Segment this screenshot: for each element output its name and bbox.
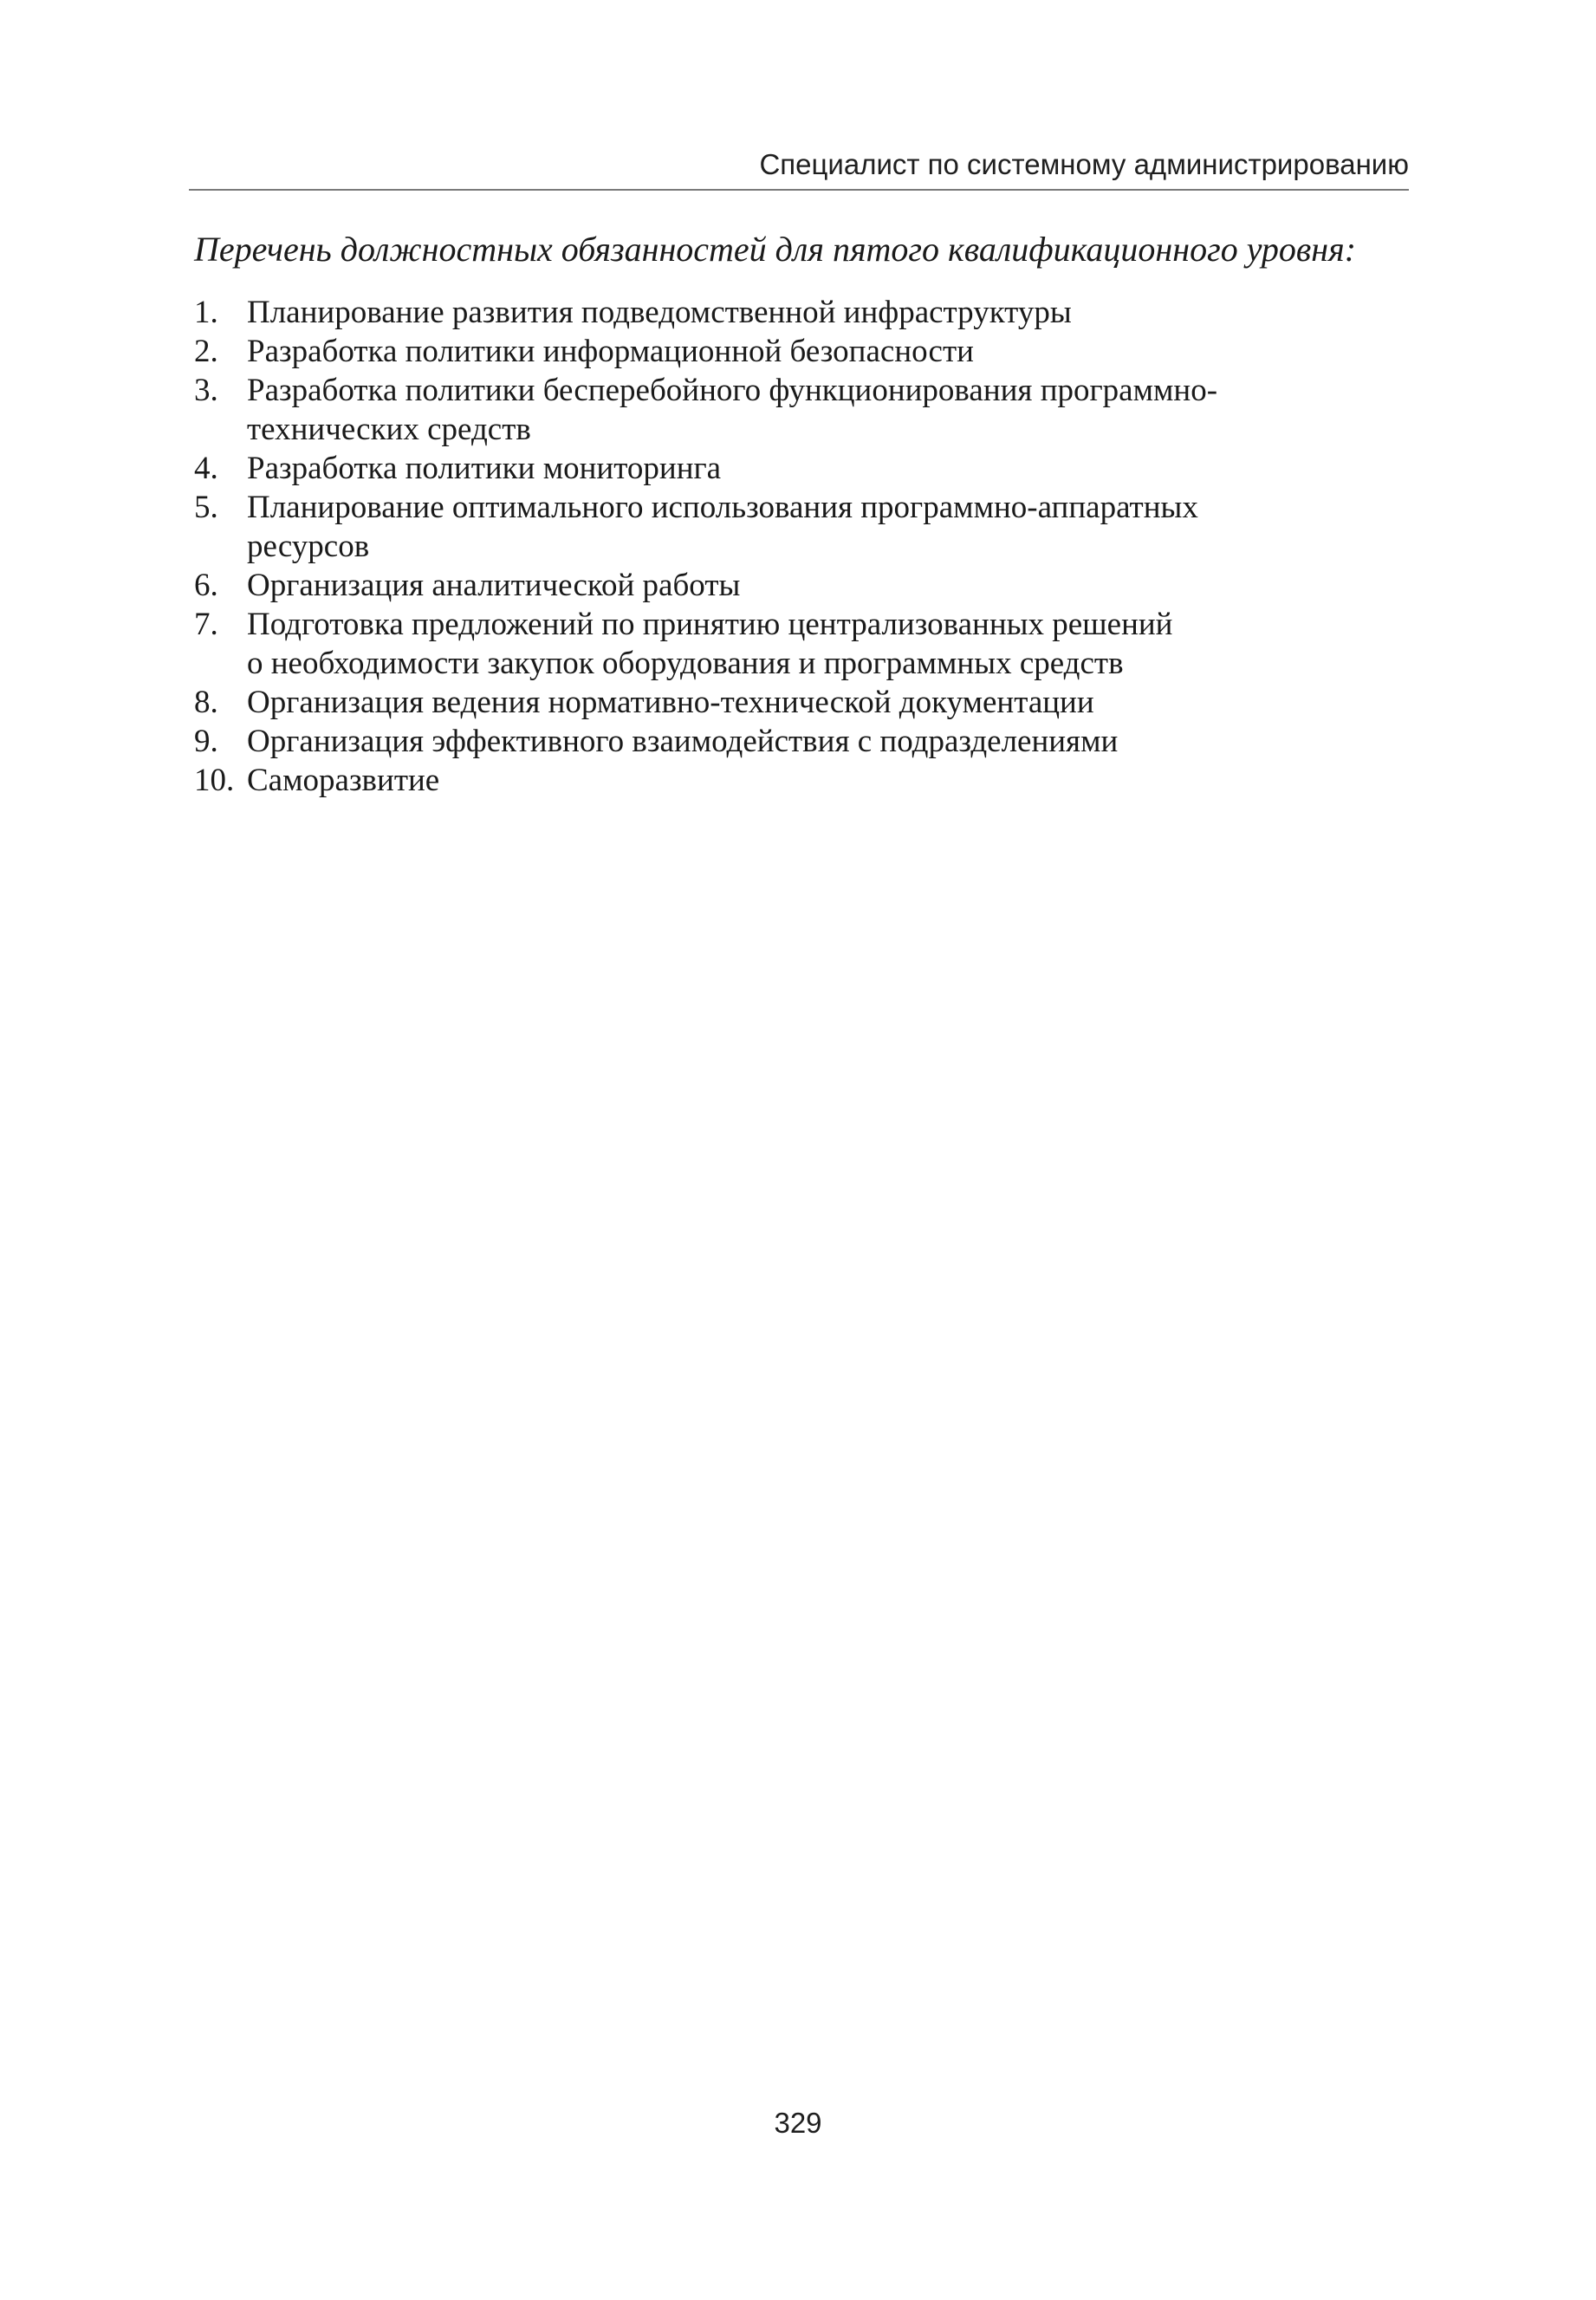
list-item xyxy=(194,293,1407,332)
list-item xyxy=(194,605,1407,683)
list-item-number: 1. xyxy=(194,295,218,330)
page-number: 329 xyxy=(774,2107,822,2139)
list-item-number: 3. xyxy=(194,373,218,408)
list-item-text: Организация ведения нормативно-технической документации xyxy=(247,685,1094,720)
list-item-text: Планирование оптимального использования программно-аппаратных ресурсов xyxy=(247,490,1198,564)
list-item-text: Разработка политики бесперебойного функционирования программно- технических средств xyxy=(247,373,1218,447)
list-item-number: 9. xyxy=(194,724,218,759)
duties-list xyxy=(194,293,1407,800)
list-item-text: Саморазвитие xyxy=(247,763,440,798)
list-item-text: Разработка политики мониторинга xyxy=(247,451,722,486)
list-item-text: Разработка политики информационной безопасности xyxy=(247,334,974,369)
list-item-text: Подготовка предложений по принятию централизованных решений о необходимости закупок оборудования и программных средств xyxy=(247,607,1173,681)
list-item-text: Планирование развития подведомственной инфраструктуры xyxy=(247,295,1072,330)
list-item xyxy=(194,722,1407,761)
list-item-number: 4. xyxy=(194,451,218,486)
list-item xyxy=(194,761,1407,800)
list-item xyxy=(194,449,1407,488)
list-item-number: 5. xyxy=(194,490,218,525)
list-item xyxy=(194,371,1407,449)
list-item xyxy=(194,683,1407,722)
section-heading: Перечень должностных обязанностей для пятого квалификационного уровня: xyxy=(194,230,1357,269)
list-item-text: Организация эффективного взаимодействия с подразделениями xyxy=(247,724,1119,759)
list-item-number: 10. xyxy=(194,763,235,798)
list-item-text: Организация аналитической работы xyxy=(247,568,741,603)
list-item xyxy=(194,332,1407,371)
list-item-number: 7. xyxy=(194,607,218,642)
running-header: Специалист по системному администрированию xyxy=(189,147,1409,191)
list-item xyxy=(194,488,1407,566)
list-item xyxy=(194,566,1407,605)
list-item-number: 2. xyxy=(194,334,218,369)
list-item-number: 8. xyxy=(194,685,218,720)
list-item-number: 6. xyxy=(194,568,218,603)
